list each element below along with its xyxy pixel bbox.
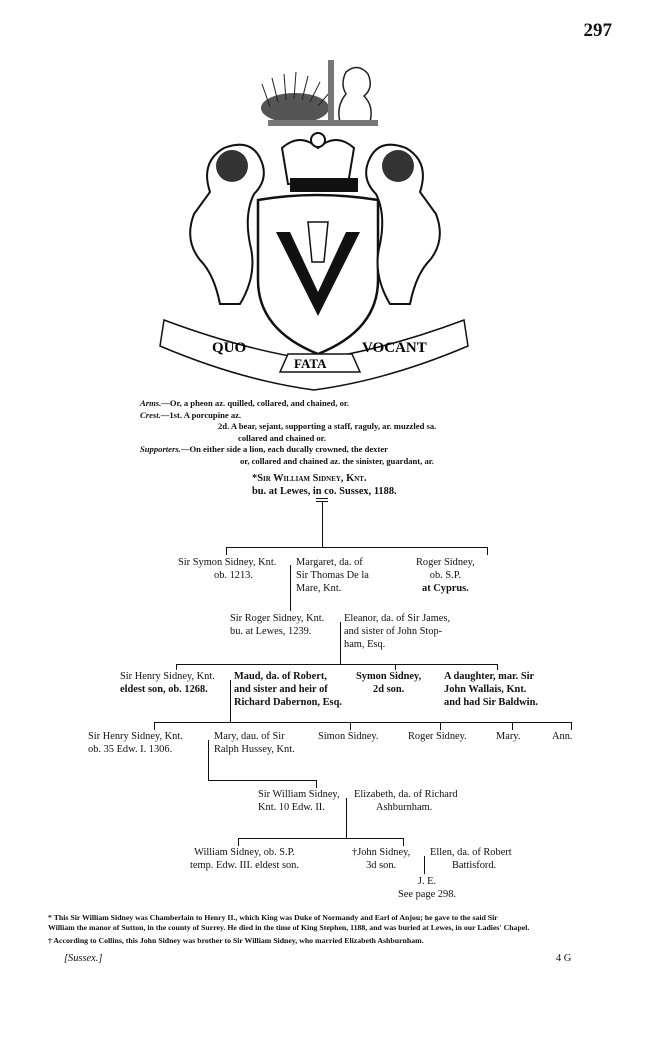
tree-sir-roger: Sir Roger Sidney, Knt. bu. at Lewes, 1239. <box>230 613 325 637</box>
footnote-1-cont: William the manor of Sutton, in the county of Surrey. He died in the time of King Stephen, 1188, and was buried at Lewes, in our Ladies' Chapel. <box>48 923 530 932</box>
tree-john: †John Sidney, 3d son. <box>352 847 411 871</box>
shield-icon <box>258 195 378 354</box>
coat-of-arms <box>150 52 480 392</box>
crown-icon <box>282 133 358 192</box>
lion-dexter-icon <box>190 145 264 304</box>
tree-roger-2: Roger Sidney. <box>408 731 467 742</box>
motto-center: FATA <box>294 356 327 371</box>
tree-ann: Ann. <box>552 731 573 742</box>
heraldry-description <box>140 398 540 467</box>
signature-mark: 4 G <box>556 953 572 964</box>
tree-sir-henry-2: Sir Henry Sidney, Knt. ob. 35 Edw. I. 1306. <box>88 731 183 755</box>
heraldry-line: collared and chained or. <box>238 432 326 443</box>
porcupine-crest-icon <box>261 72 330 126</box>
page-number: 297 <box>583 20 612 41</box>
tree-je: J. E. See page 298. <box>398 876 456 900</box>
heraldry-line: Arms.—Or, a pheon az. quilled, collared, and chained, or. <box>140 398 350 408</box>
tree-simon: Simon Sidney. <box>318 731 379 742</box>
heraldry-line: or, collared and chained az. the sinister, guardant, ar. <box>240 455 434 466</box>
bear-crest-icon <box>326 60 378 126</box>
tree-roger-cyprus: Roger Sidney, ob. S.P. at Cyprus. <box>416 557 475 594</box>
tree-sir-william-1: *Sir William Sidney, Knt. bu. at Lewes, in co. Sussex, 1188. <box>252 473 397 497</box>
heraldry-line: 2d. A bear, sejant, supporting a staff, raguly, ar. muzzled sa. <box>218 421 437 431</box>
tree-william-sp: William Sidney, ob. S.P. temp. Edw. III. eldest son. <box>190 847 299 871</box>
heraldry-line: Supporters.—On either side a lion, each ducally crowned, the dexter <box>140 444 388 454</box>
tree-daughter: A daughter, mar. Sir John Wallais, Knt. and had Sir Baldwin. <box>444 671 538 708</box>
heraldry-line: Crest.—1st. A porcupine az. <box>140 409 242 420</box>
tree-sir-william-2: Sir William Sidney, Knt. 10 Edw. II. <box>258 789 340 813</box>
motto-left: QUO <box>212 340 247 356</box>
tree-sir-henry-1: Sir Henry Sidney, Knt. eldest son, ob. 1268. <box>120 671 215 695</box>
tree-ellen: Ellen, da. of Robert Battisford. <box>430 847 512 871</box>
tree-mary-hussey: Mary, dau. of Sir Ralph Hussey, Knt. <box>214 731 295 755</box>
county-label: [Sussex.] <box>64 953 103 964</box>
footnote-2: † According to Collins, this John Sidney was brother to Sir William Sidney, who married Elizabeth Ashburnham. <box>48 936 424 945</box>
tree-eleanor: Eleanor, da. of Sir James, and sister of John Stop- ham, Esq. <box>344 613 451 650</box>
footnote-1: * This Sir William Sidney was Chamberlain to Henry II., which King was Duke of Normandy and Earl of Anjou; he gave to the said Sir <box>48 913 498 922</box>
tree-symon-2d: Symon Sidney, 2d son. <box>356 671 422 695</box>
tree-margaret: Margaret, da. of Sir Thomas De la Mare, Knt. <box>296 557 369 594</box>
tree-mary: Mary. <box>496 731 521 742</box>
tree-elizabeth: Elizabeth, da. of Richard Ashburnham. <box>354 789 458 813</box>
tree-maud: Maud, da. of Robert, and sister and heir of Richard Dabernon, Esq. <box>234 671 342 708</box>
motto-right: VOCANT <box>362 340 427 356</box>
tree-sir-symon: Sir Symon Sidney, Knt. ob. 1213. <box>178 557 277 581</box>
